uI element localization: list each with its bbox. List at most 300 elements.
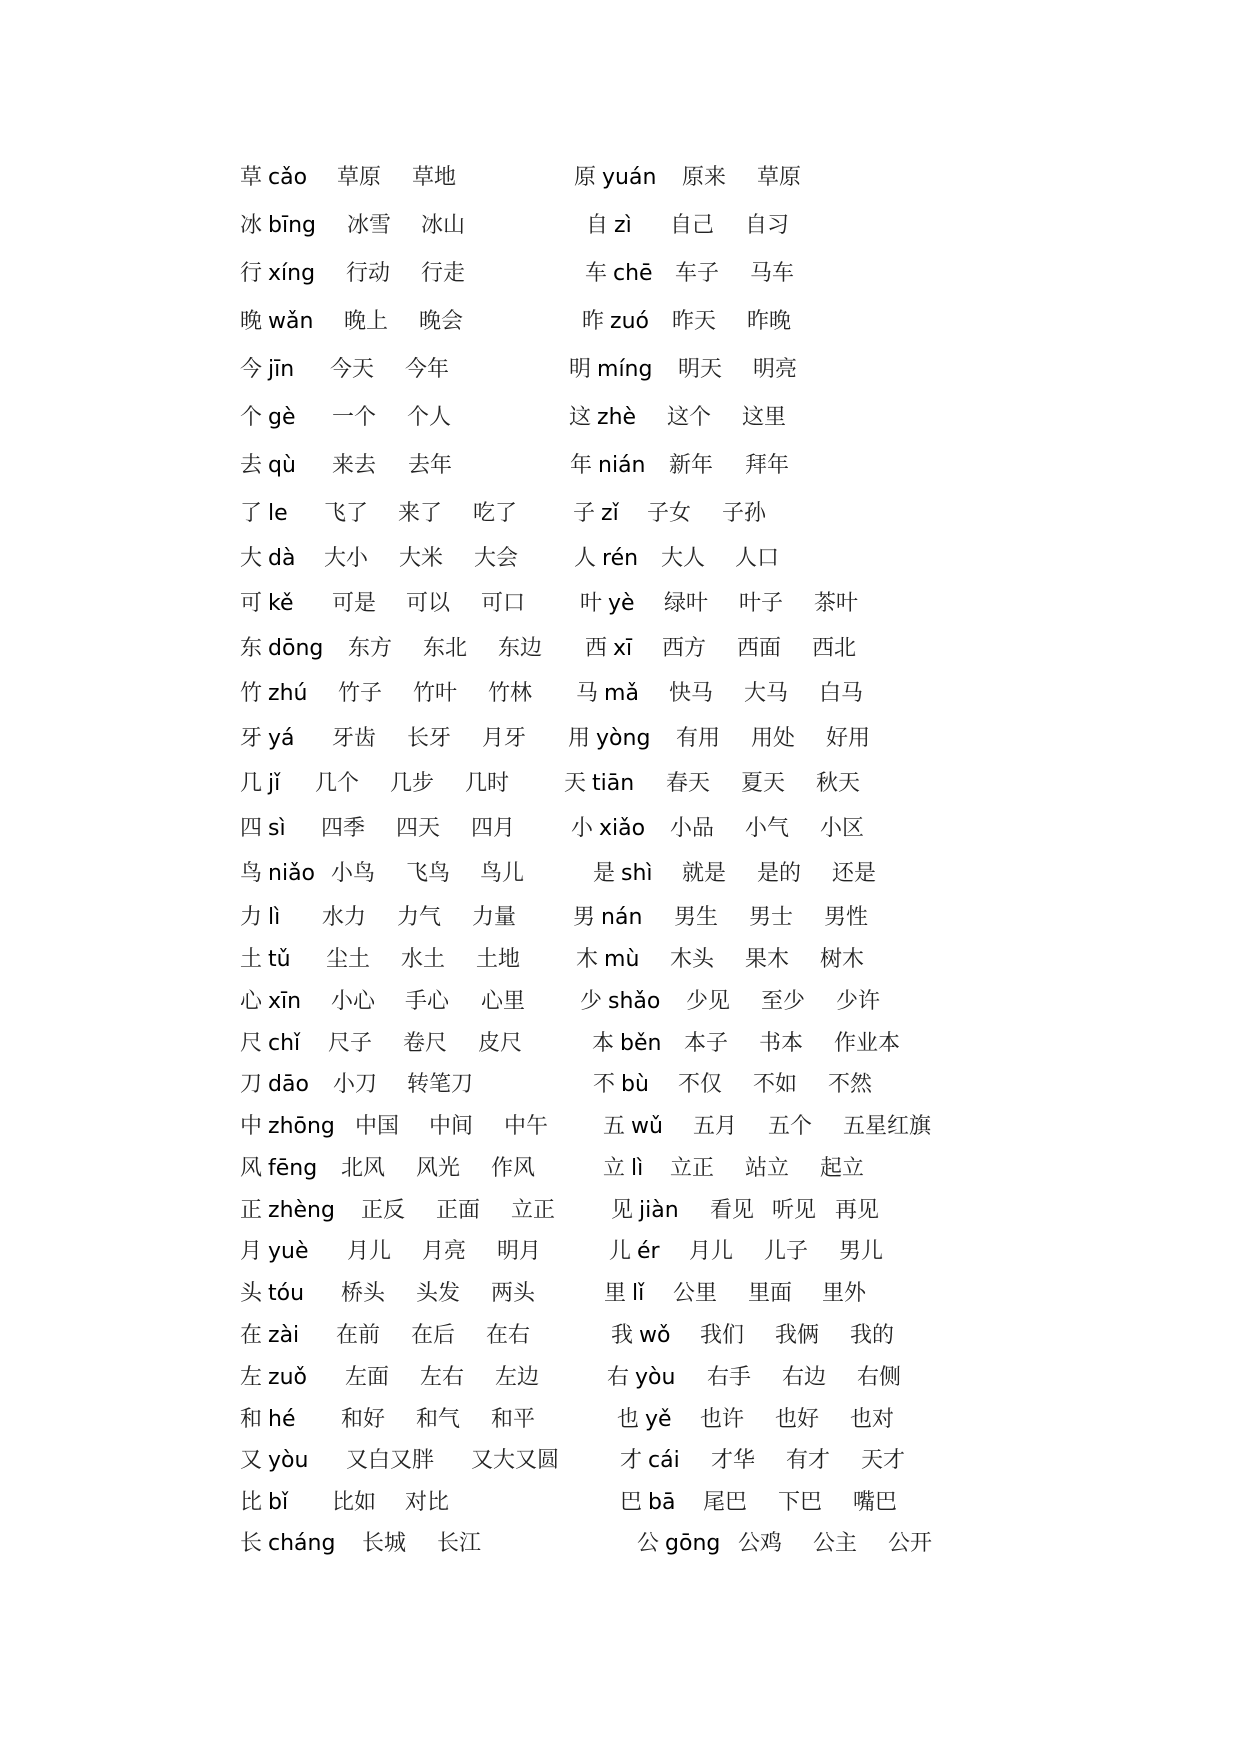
example-word: 有才	[786, 1448, 831, 1473]
example-word: 中午	[504, 1114, 549, 1139]
example-word: 西方	[662, 636, 707, 661]
vocab-entry-right	[570, 451, 646, 481]
vocab-entry-left	[240, 544, 295, 574]
character: 本	[592, 1031, 615, 1056]
example-word: 小气	[745, 816, 790, 841]
pinyin: lì	[631, 1156, 644, 1181]
example-word: 西面	[737, 636, 782, 661]
vocab-entry-left	[240, 211, 316, 241]
pinyin: lì	[268, 905, 281, 930]
pinyin: bù	[621, 1072, 649, 1097]
example-word: 来去	[332, 453, 377, 478]
example-word: 去年	[408, 453, 453, 478]
vocab-entry-right	[564, 769, 634, 799]
example-word: 长城	[362, 1531, 407, 1556]
example-word: 站立	[745, 1156, 790, 1181]
example-word: 明亮	[753, 357, 798, 382]
example-word: 看见	[710, 1198, 755, 1223]
example-word: 我们	[700, 1323, 745, 1348]
pinyin: hé	[268, 1407, 296, 1432]
character: 少	[580, 989, 603, 1014]
vocab-row	[0, 724, 1240, 754]
example-word: 树木	[820, 947, 865, 972]
example-word: 尾巴	[703, 1490, 748, 1515]
vocab-row	[0, 903, 1240, 933]
vocab-entry-left	[240, 163, 307, 193]
pinyin: bā	[648, 1490, 676, 1515]
example-word: 和气	[416, 1407, 461, 1432]
example-word: 来了	[398, 501, 443, 526]
character: 了	[240, 501, 263, 526]
vocab-row	[0, 1154, 1240, 1184]
vocab-entry-right	[593, 859, 653, 889]
example-word: 车子	[675, 261, 720, 286]
vocab-row	[0, 769, 1240, 799]
example-word: 也许	[700, 1407, 745, 1432]
pinyin: fēng	[268, 1156, 318, 1181]
pinyin: yòng	[596, 726, 651, 751]
vocab-row	[0, 814, 1240, 844]
example-word: 不如	[753, 1072, 798, 1097]
example-word: 马车	[750, 261, 795, 286]
vocab-row	[0, 403, 1240, 433]
example-word: 五个	[768, 1114, 813, 1139]
pinyin: cǎo	[268, 165, 308, 190]
example-word: 和平	[491, 1407, 536, 1432]
vocab-row	[0, 1029, 1240, 1059]
example-word: 行动	[346, 261, 391, 286]
vocab-entry-left	[240, 1196, 335, 1226]
pinyin: jiàn	[639, 1198, 679, 1223]
vocab-entry-left	[240, 1446, 308, 1476]
vocab-entry-left	[240, 987, 301, 1017]
example-word: 春天	[666, 771, 711, 796]
pinyin: mù	[604, 947, 640, 972]
vocab-entry-left	[240, 1488, 288, 1518]
character: 不	[593, 1072, 616, 1097]
vocab-row	[0, 634, 1240, 664]
pinyin: nán	[601, 905, 643, 930]
vocab-row	[0, 1070, 1240, 1100]
example-word: 小鸟	[331, 861, 376, 886]
vocab-entry-right	[574, 163, 656, 193]
vocab-entry-right	[611, 1321, 670, 1351]
vocab-row	[0, 451, 1240, 481]
example-word: 本子	[684, 1031, 729, 1056]
vocab-entry-right	[592, 1029, 661, 1059]
vocab-row	[0, 1529, 1240, 1559]
pinyin: yá	[268, 726, 295, 751]
pinyin: dōng	[268, 636, 324, 661]
character: 子	[573, 501, 596, 526]
vocab-row	[0, 1112, 1240, 1142]
character: 长	[240, 1531, 263, 1556]
example-word: 明天	[678, 357, 723, 382]
example-word: 可口	[481, 591, 526, 616]
vocab-entry-left	[240, 1321, 299, 1351]
character: 昨	[582, 309, 605, 334]
example-word: 也好	[775, 1407, 820, 1432]
example-word: 小区	[820, 816, 865, 841]
vocab-entry-left	[240, 307, 313, 337]
character: 晚	[240, 309, 263, 334]
example-word: 自己	[670, 213, 715, 238]
vocab-row	[0, 1488, 1240, 1518]
pinyin: shǎo	[608, 989, 661, 1014]
character: 四	[240, 816, 263, 841]
example-word: 原来	[682, 165, 727, 190]
example-word: 在后	[411, 1323, 456, 1348]
example-word: 力量	[472, 905, 517, 930]
character: 右	[607, 1365, 630, 1390]
vocab-row	[0, 859, 1240, 889]
vocab-entry-right	[603, 1154, 643, 1184]
pinyin: tiān	[592, 771, 635, 796]
vocab-row	[0, 1321, 1240, 1351]
vocab-row	[0, 544, 1240, 574]
example-word: 下巴	[778, 1490, 823, 1515]
example-word: 绿叶	[664, 591, 709, 616]
example-word: 作业本	[834, 1031, 901, 1056]
pinyin: sì	[268, 816, 286, 841]
example-word: 草原	[757, 165, 802, 190]
example-word: 头发	[416, 1281, 461, 1306]
example-word: 立正	[511, 1198, 556, 1223]
example-word: 用处	[751, 726, 796, 751]
character: 草	[240, 165, 263, 190]
vocab-entry-left	[240, 1279, 304, 1309]
example-word: 晚上	[344, 309, 389, 334]
example-word: 今天	[330, 357, 375, 382]
vocab-entry-right	[609, 1237, 660, 1267]
vocab-entry-left	[240, 769, 280, 799]
pinyin: xīn	[268, 989, 302, 1014]
example-word: 立正	[670, 1156, 715, 1181]
vocab-entry-right	[576, 679, 639, 709]
example-word: 小品	[670, 816, 715, 841]
vocab-entry-right	[569, 355, 652, 385]
example-word: 东方	[348, 636, 393, 661]
example-word: 拜年	[745, 453, 790, 478]
example-word: 左边	[495, 1365, 540, 1390]
example-word: 吃了	[473, 501, 518, 526]
example-word: 大小	[324, 546, 369, 571]
character: 比	[240, 1490, 263, 1515]
example-word: 个人	[407, 405, 452, 430]
vocab-entry-left	[240, 1029, 300, 1059]
character: 力	[240, 905, 263, 930]
example-word: 今年	[405, 357, 450, 382]
example-word: 是的	[757, 861, 802, 886]
character: 里	[604, 1281, 627, 1306]
character: 明	[569, 357, 592, 382]
pinyin: yòu	[268, 1448, 309, 1473]
example-word: 尘土	[326, 947, 371, 972]
example-word: 天才	[861, 1448, 906, 1473]
example-word: 里面	[748, 1281, 793, 1306]
pinyin: xiǎo	[599, 816, 646, 841]
pinyin: gè	[268, 405, 296, 430]
pinyin: zǐ	[601, 501, 619, 526]
character: 刀	[240, 1072, 263, 1097]
vocab-row	[0, 163, 1240, 193]
example-word: 好用	[826, 726, 871, 751]
character: 个	[240, 405, 263, 430]
pinyin: zhè	[597, 405, 637, 430]
pinyin: zì	[614, 213, 632, 238]
pinyin: bǐ	[268, 1490, 289, 1515]
vocab-entry-left	[240, 589, 294, 619]
character: 又	[240, 1448, 263, 1473]
vocab-entry-left	[240, 259, 315, 289]
example-word: 男士	[749, 905, 794, 930]
example-word: 左面	[345, 1365, 390, 1390]
example-word: 白马	[819, 681, 864, 706]
example-word: 正面	[436, 1198, 481, 1223]
example-word: 男性	[824, 905, 869, 930]
character: 左	[240, 1365, 263, 1390]
pinyin: wǒ	[639, 1323, 671, 1348]
example-word: 里外	[822, 1281, 867, 1306]
vocab-entry-right	[576, 945, 639, 975]
example-word: 转笔刀	[407, 1072, 474, 1097]
vocab-row	[0, 1279, 1240, 1309]
pinyin: jīn	[268, 357, 295, 382]
character: 见	[611, 1198, 634, 1223]
example-word: 竹林	[488, 681, 533, 706]
character: 鸟	[240, 861, 263, 886]
example-word: 尺子	[328, 1031, 373, 1056]
character: 土	[240, 947, 263, 972]
character: 年	[570, 453, 593, 478]
vocab-entry-right	[571, 814, 645, 844]
example-word: 水力	[322, 905, 367, 930]
example-word: 几时	[465, 771, 510, 796]
example-word: 新年	[669, 453, 714, 478]
example-word: 月亮	[422, 1239, 467, 1264]
pinyin: wǎn	[268, 309, 314, 334]
vocab-row	[0, 211, 1240, 241]
character: 木	[576, 947, 599, 972]
pinyin: chǐ	[268, 1031, 301, 1056]
example-word: 鸟儿	[480, 861, 525, 886]
example-word: 秋天	[816, 771, 861, 796]
vocab-row	[0, 1196, 1240, 1226]
example-word: 中间	[429, 1114, 474, 1139]
character: 车	[585, 261, 608, 286]
vocab-entry-left	[240, 814, 286, 844]
example-word: 还是	[832, 861, 877, 886]
example-word: 两头	[491, 1281, 536, 1306]
example-word: 冰山	[421, 213, 466, 238]
character: 五	[603, 1114, 626, 1139]
vocab-row	[0, 679, 1240, 709]
character: 才	[620, 1448, 643, 1473]
example-word: 儿子	[764, 1239, 809, 1264]
vocab-row	[0, 259, 1240, 289]
example-word: 叶子	[739, 591, 784, 616]
example-word: 不仅	[678, 1072, 723, 1097]
example-word: 大马	[744, 681, 789, 706]
example-word: 才华	[711, 1448, 756, 1473]
vocab-entry-right	[585, 259, 653, 289]
pinyin: zhèng	[268, 1198, 335, 1223]
character: 自	[586, 213, 609, 238]
example-word: 四天	[396, 816, 441, 841]
pinyin: xíng	[268, 261, 316, 286]
pinyin: cái	[648, 1448, 680, 1473]
pinyin: xī	[613, 636, 633, 661]
vocab-entry-right	[603, 1112, 663, 1142]
example-word: 月儿	[347, 1239, 392, 1264]
example-word: 东北	[423, 636, 468, 661]
pinyin: yòu	[635, 1365, 676, 1390]
example-word: 五月	[693, 1114, 738, 1139]
vocab-entry-left	[240, 1112, 335, 1142]
vocab-entry-right	[574, 544, 638, 574]
vocab-entry-right	[580, 589, 635, 619]
example-word: 长江	[437, 1531, 482, 1556]
example-word: 在右	[486, 1323, 531, 1348]
vocab-entry-left	[240, 945, 291, 975]
character: 月	[240, 1239, 263, 1264]
character: 我	[611, 1323, 634, 1348]
vocab-row	[0, 945, 1240, 975]
pinyin: zhú	[268, 681, 308, 706]
vocab-row	[0, 1446, 1240, 1476]
example-word: 几个	[315, 771, 360, 796]
vocab-entry-left	[240, 499, 288, 529]
example-word: 小刀	[333, 1072, 378, 1097]
character: 几	[240, 771, 263, 796]
character: 行	[240, 261, 263, 286]
pinyin: míng	[597, 357, 653, 382]
example-word: 左右	[420, 1365, 465, 1390]
example-word: 竹叶	[413, 681, 458, 706]
pinyin: dāo	[268, 1072, 309, 1097]
example-word: 几步	[390, 771, 435, 796]
character: 心	[240, 989, 263, 1014]
example-word: 又大又圆	[471, 1448, 560, 1473]
example-word: 风光	[416, 1156, 461, 1181]
vocab-entry-right	[573, 499, 619, 529]
pinyin: rén	[602, 546, 639, 571]
example-word: 自习	[745, 213, 790, 238]
vocab-entry-left	[240, 1529, 335, 1559]
character: 竹	[240, 681, 263, 706]
example-word: 可以	[406, 591, 451, 616]
example-word: 对比	[405, 1490, 450, 1515]
vocab-entry-left	[240, 1070, 309, 1100]
character: 儿	[609, 1239, 632, 1264]
vocab-row	[0, 1405, 1240, 1435]
vocab-row	[0, 589, 1240, 619]
vocab-entry-left	[240, 724, 295, 754]
example-word: 飞了	[324, 501, 369, 526]
pinyin: shì	[621, 861, 653, 886]
pinyin: jǐ	[268, 771, 281, 796]
example-word: 可是	[332, 591, 377, 616]
pinyin: yuè	[268, 1239, 309, 1264]
vocab-row	[0, 355, 1240, 385]
vocab-entry-left	[240, 403, 296, 433]
character: 这	[569, 405, 592, 430]
example-word: 在前	[336, 1323, 381, 1348]
example-word: 也对	[850, 1407, 895, 1432]
vocab-entry-right	[586, 211, 632, 241]
vocab-entry-left	[240, 1363, 307, 1393]
example-word: 就是	[682, 861, 727, 886]
pinyin: mǎ	[604, 681, 639, 706]
character: 风	[240, 1156, 263, 1181]
vocab-entry-right	[611, 1196, 679, 1226]
vocab-entry-right	[604, 1279, 644, 1309]
example-word: 卷尺	[403, 1031, 448, 1056]
vocab-entry-left	[240, 355, 294, 385]
vocab-row	[0, 1363, 1240, 1393]
vocab-entry-right	[593, 1070, 649, 1100]
example-word: 大人	[661, 546, 706, 571]
example-word: 月牙	[482, 726, 527, 751]
pinyin: yuán	[602, 165, 657, 190]
example-word: 东边	[498, 636, 543, 661]
example-word: 人口	[735, 546, 780, 571]
pinyin: nián	[598, 453, 646, 478]
pinyin: dà	[268, 546, 296, 571]
example-word: 男儿	[839, 1239, 884, 1264]
example-word: 果木	[745, 947, 790, 972]
example-word: 四月	[471, 816, 516, 841]
example-word: 公鸡	[738, 1531, 783, 1556]
pinyin: bīng	[268, 213, 317, 238]
example-word: 男生	[674, 905, 719, 930]
pinyin: zuǒ	[268, 1365, 307, 1390]
example-word: 右侧	[857, 1365, 902, 1390]
character: 原	[574, 165, 597, 190]
character: 尺	[240, 1031, 263, 1056]
vocab-entry-right	[585, 634, 632, 664]
example-word: 水土	[401, 947, 446, 972]
example-word: 茶叶	[814, 591, 859, 616]
character: 小	[571, 816, 594, 841]
example-word: 皮尺	[478, 1031, 523, 1056]
vocab-entry-left	[240, 679, 307, 709]
character: 和	[240, 1407, 263, 1432]
pinyin: zuó	[610, 309, 649, 334]
character: 用	[568, 726, 591, 751]
character: 西	[585, 636, 608, 661]
example-word: 中国	[355, 1114, 400, 1139]
example-word: 一个	[332, 405, 377, 430]
vocab-entry-left	[240, 1405, 296, 1435]
example-word: 草地	[412, 165, 457, 190]
pinyin: yè	[608, 591, 635, 616]
vocab-entry-left	[240, 1237, 309, 1267]
character: 天	[564, 771, 587, 796]
example-word: 竹子	[338, 681, 383, 706]
example-word: 右手	[707, 1365, 752, 1390]
vocab-entry-right	[582, 307, 649, 337]
example-word: 再见	[835, 1198, 880, 1223]
example-word: 子孙	[722, 501, 767, 526]
pinyin: chē	[613, 261, 653, 286]
vocab-entry-right	[568, 724, 650, 754]
character: 正	[240, 1198, 263, 1223]
vocab-row	[0, 987, 1240, 1017]
pinyin: yě	[645, 1407, 672, 1432]
example-word: 这个	[667, 405, 712, 430]
example-word: 又白又胖	[346, 1448, 435, 1473]
